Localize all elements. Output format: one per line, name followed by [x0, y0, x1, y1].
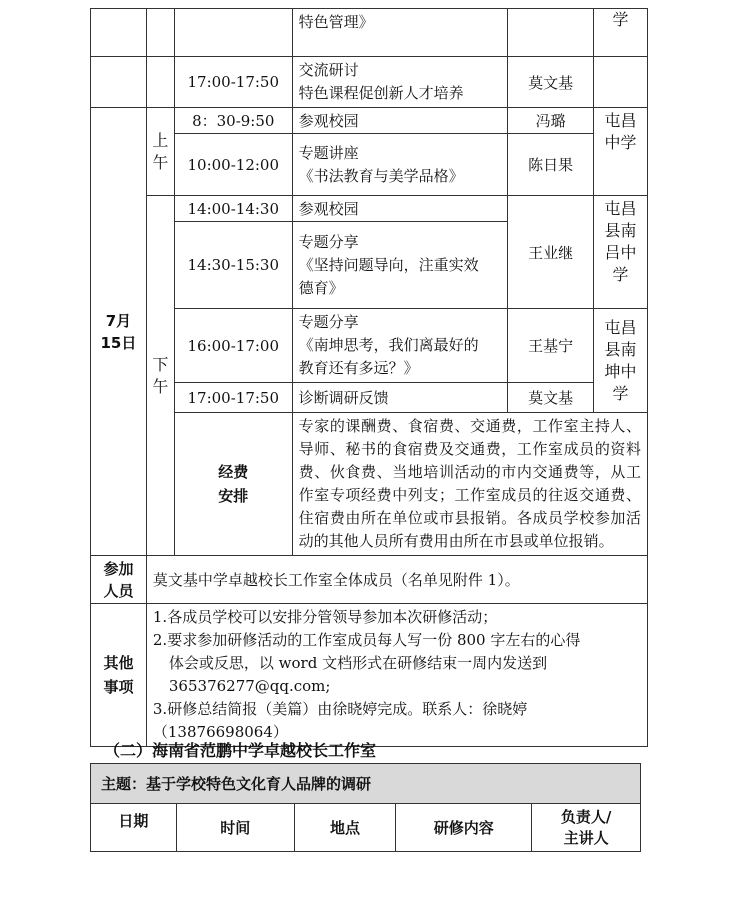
others-phone: （13876698064） [152, 723, 288, 741]
header-content: 研修内容 [396, 804, 532, 852]
header-person: 负责人/ 主讲人 [532, 804, 641, 852]
content-title: 专题讲座 [298, 143, 359, 162]
person-cell: 莫文基 [508, 57, 594, 108]
place-cell: 屯昌 中学 [594, 108, 648, 196]
section2-table [90, 763, 641, 852]
others-item-2-cont: 体会或反思，以 word 文档形式在研修结束一周内发送到 [168, 654, 548, 672]
others-item-2: 2.要求参加研修活动的工作室成员每人写一份 800 字左右的心得 [152, 631, 581, 649]
fees-text: 专家的课酬费、食宿费、交通费，工作室主持人、导师、秘书的食宿费及交通费，工作室成员的资料费、伙食费、当地培训活动的市内交通费等，从工作室专项经费中列支；工作室成员的往返交通费、住宿费由所在单位或市县报销。各成员学校参加活动的其他人员所有费用由所在市县或单位报销。 [292, 413, 647, 556]
content-subtitle: 《书法教育与美学品格》 [298, 166, 464, 185]
others-label: 其他 事项 [91, 604, 147, 747]
content-title: 专题分享 [298, 232, 359, 251]
time-cell: 8：30-9:50 [174, 108, 292, 134]
header-time: 时间 [176, 804, 294, 852]
header-date: 日期 [91, 804, 177, 852]
pm-label: 下 午 [146, 196, 174, 556]
person-cell: 冯璐 [508, 108, 594, 134]
content-cell: 参观校园 [292, 108, 508, 134]
content-title: 交流研讨 [298, 61, 359, 79]
time-cell: 14:30-15:30 [174, 222, 292, 309]
place-cell: 屯昌 县南 吕中 学 [594, 196, 648, 309]
content-subtitle: 《坚持问题导向，注重实效 [298, 255, 479, 274]
date-cell: 7月 15日 [91, 108, 147, 556]
participants-label: 参加 人员 [91, 556, 147, 604]
time-cell: 14:00-14:30 [174, 196, 292, 222]
person-cell: 王业继 [508, 196, 594, 309]
header-place: 地点 [294, 804, 396, 852]
others-email: 365376277@qq.com; [168, 677, 331, 695]
section-heading: （二）海南省范鹏中学卓越校长工作室 [104, 741, 377, 760]
time-cell: 17:00-17:50 [174, 383, 292, 413]
content-cell: 参观校园 [292, 196, 508, 222]
place-cell: 屯昌 县南 坤中 学 [594, 309, 648, 413]
time-cell: 10:00-12:00 [174, 134, 292, 196]
person-cell: 陈日果 [508, 134, 594, 196]
content-cell: 特色管理》 [292, 9, 508, 57]
others-item-1: 1.各成员学校可以安排分管领导参加本次研修活动； [152, 608, 498, 626]
theme-row: 主题：基于学校特色文化育人品牌的调研 [91, 764, 641, 804]
others-item-3: 3.研修总结简报（美篇）由徐晓婷完成。联系人：徐晓婷 [152, 700, 528, 718]
content-subtitle: 特色课程促创新人才培养 [298, 84, 464, 102]
content-subtitle: 德育》 [298, 278, 344, 297]
content-subtitle: 教育还有多远？》 [298, 359, 419, 377]
content-cell: 诊断调研反馈 [292, 383, 508, 413]
schedule-table [90, 8, 648, 747]
time-cell: 17:00-17:50 [174, 57, 292, 108]
am-label: 上 午 [146, 108, 174, 196]
content-subtitle: 《南坤思考，我们离最好的 [298, 336, 479, 354]
person-cell: 王基宁 [508, 309, 594, 383]
participants-text: 莫文基中学卓越校长工作室全体成员（名单见附件 1）。 [146, 556, 647, 604]
time-cell: 16:00-17:00 [174, 309, 292, 383]
fees-label: 经费 安排 [174, 413, 292, 556]
place-cell: 学 [594, 9, 648, 57]
person-cell: 莫文基 [508, 383, 594, 413]
content-title: 专题分享 [298, 313, 359, 331]
